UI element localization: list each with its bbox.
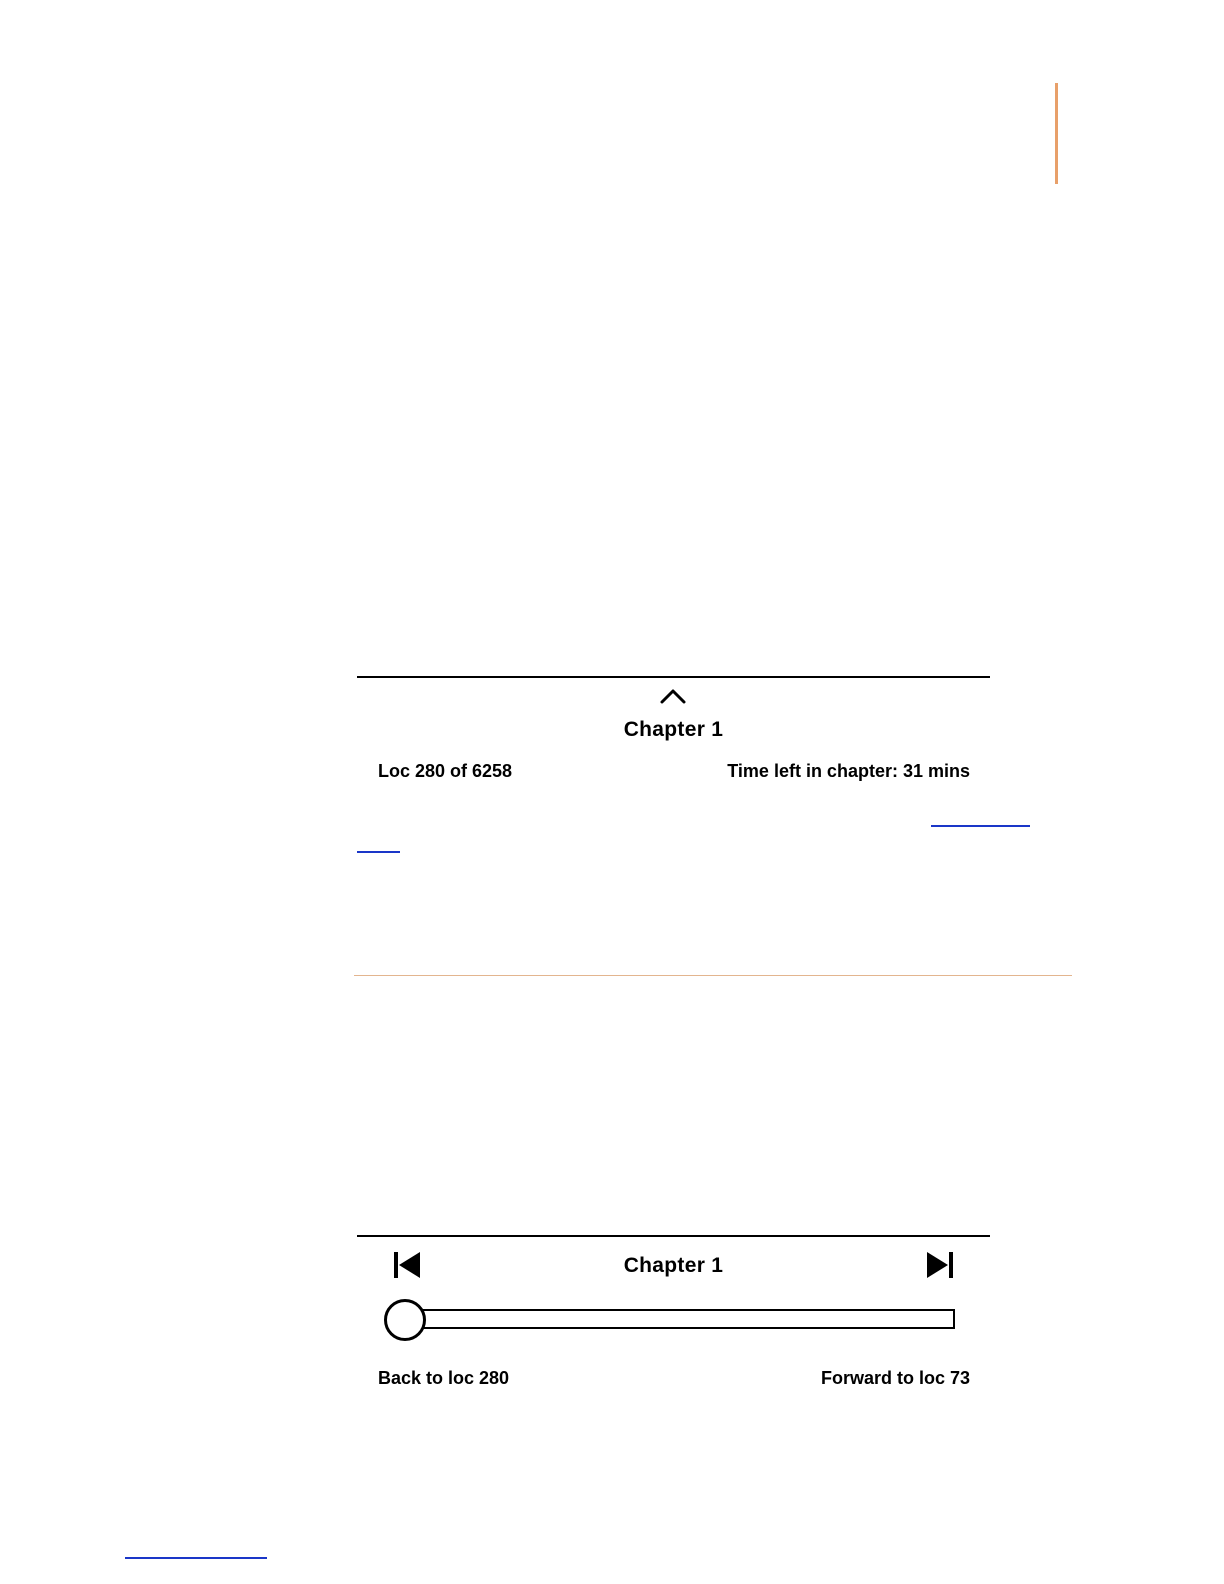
chapter-title: Chapter 1: [623, 1254, 724, 1277]
time-left-readout: Time left in chapter: 31 mins: [727, 761, 970, 781]
forward-to-location-button[interactable]: Forward to loc 73: [820, 1368, 970, 1388]
chevron-up-icon[interactable]: [657, 686, 689, 706]
location-slider-track[interactable]: [387, 1309, 955, 1329]
skip-forward-icon[interactable]: [926, 1251, 954, 1279]
location-slider-knob[interactable]: [384, 1299, 426, 1341]
footnote-link-underline[interactable]: [125, 1557, 267, 1559]
location-panel: [357, 678, 990, 798]
section-divider: [354, 975, 1072, 976]
back-to-location-button[interactable]: Back to loc 280: [378, 1368, 510, 1388]
location-readout: Loc 280 of 6258: [378, 761, 513, 781]
accent-vertical-line: [1055, 83, 1058, 184]
navigation-panel: [357, 1237, 990, 1407]
hyperlink-underline-continued[interactable]: [357, 851, 400, 853]
hyperlink-underline[interactable]: [931, 825, 1030, 827]
chapter-title: Chapter 1: [623, 718, 724, 741]
